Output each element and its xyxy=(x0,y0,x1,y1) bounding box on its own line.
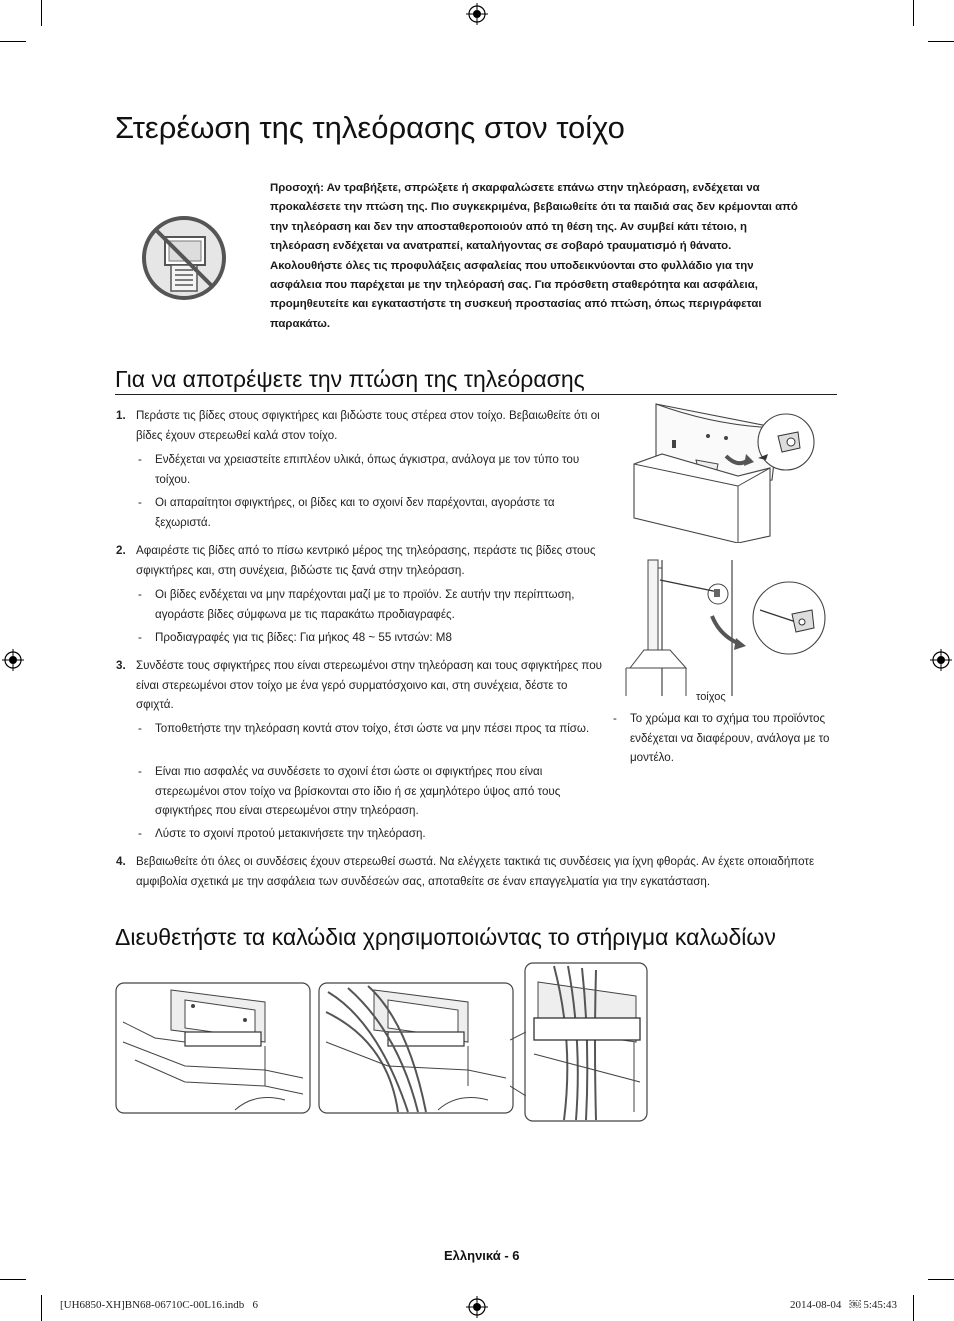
registration-mark-icon xyxy=(930,649,952,671)
section-heading-prevent-fall: Για να αποτρέψετε την πτώση της τηλεόρασης xyxy=(115,366,585,392)
step-note: - Οι απαραίτητοι σφιγκτήρες, οι βίδες και το σχοινί δεν παρέχονται, αγοράστε τα ξεχωριστά. xyxy=(138,496,555,529)
figure-note-text: Το χρώμα και το σχήμα του προϊόντος ενδέχεται να διαφέρουν, ανάλογα με το μοντέλο. xyxy=(630,712,830,764)
step-note-text: Λύστε το σχοινί προτού μετακινήσετε την τηλεόραση. xyxy=(155,827,426,840)
figure-note: - Το χρώμα και το σχήμα του προϊόντος ενδέχεται να διαφέρουν, ανάλογα με το μοντέλο. xyxy=(613,712,830,764)
cable-holder-step2-illustration xyxy=(318,982,514,1114)
tv-wall-rope-illustration xyxy=(624,558,834,698)
step-note-text: Προδιαγραφές για τις βίδες: Για μήκος 48 ~ 55 ιντσών: M8 xyxy=(155,631,452,644)
step-item xyxy=(116,656,606,715)
step-note-text: Ενδέχεται να χρειαστείτε επιπλέον υλικά, όπως άγκιστρα, ανάλογα με τον τύπο του τοίχου. xyxy=(155,453,580,486)
registration-mark-icon xyxy=(466,1296,488,1318)
step-text: Αφαιρέστε τις βίδες από το πίσω κεντρικό μέρος της τηλεόρασης, περάστε τις βίδες στους σφιγκτήρες και, στη συνέχεια, βιδώστε τις ξανά στην τηλεόραση. xyxy=(136,544,596,577)
step-note-text: Τοποθετήστε την τηλεόραση κοντά στον τοίχο, έτσι ώστε να μην πέσει προς τα πίσω. xyxy=(155,722,590,735)
section-divider xyxy=(115,394,837,395)
cable-holder-step1-illustration xyxy=(115,982,311,1114)
step-note: - Ενδέχεται να χρειαστείτε επιπλέον υλικά, όπως άγκιστρα, ανάλογα με τον τύπο του τοίχου. xyxy=(138,453,580,486)
crop-mark xyxy=(0,1279,26,1280)
cable-holder-closeup-illustration xyxy=(524,962,648,1122)
section-heading-cable-holder: Διευθετήστε τα καλώδια χρησιμοποιώντας το στήριγμα καλωδίων xyxy=(115,924,776,950)
step-note-text: Οι απαραίτητοι σφιγκτήρες, οι βίδες και το σχοινί δεν παρέχονται, αγοράστε τα ξεχωριστά. xyxy=(155,496,555,529)
warning-text: Προσοχή: Αν τραβήξετε, σπρώξετε ή σκαρφαλώσετε επάνω στην τηλεόραση, ενδέχεται να προκαλέσετε την πτώση της. Πιο συγκεκριμένα, βεβαιωθείτε ότι τα παιδιά σας δεν κρέμονται από την τηλεόραση και δεν την αποσταθεροποιούν από τη θέση της. Αν συμβεί κάτι τέτοιο, η τηλεόραση ενδέχεται να ανατραπεί, καταλήγοντας σε σοβαρό τραυματισμό ή θάνατο. Ακολουθήστε όλες τις προφυλάξεις ασφαλείας που υποδεικνύονται στο φυλλάδιο για την ασφάλεια που παρέχεται με την τηλεόρασή σας. Για πρόσθετη σταθερότητα και ασφάλεια, προμηθευτείτε και εγκαταστήστε τη συσκευή προστασίας από πτώση, όπως περιγράφεται παρακάτω. xyxy=(270,182,798,330)
step-number: 1. xyxy=(116,409,126,422)
step-note: - Προδιαγραφές για τις βίδες: Για μήκος 48 ~ 55 ιντσών: M8 xyxy=(138,631,452,644)
callout-lines xyxy=(510,1030,526,1100)
page-title: Στερέωση της τηλεόρασης στον τοίχο xyxy=(115,110,625,145)
tv-clamp-illustration xyxy=(626,398,822,543)
step-item xyxy=(116,852,841,891)
registration-mark-icon xyxy=(2,649,24,671)
crop-mark xyxy=(0,41,26,42)
step-item xyxy=(116,406,608,445)
crop-mark xyxy=(928,1279,954,1280)
wall-label: τοίχος xyxy=(696,691,726,703)
crop-mark xyxy=(41,0,42,26)
footer-file-info: [UH6850-XH]BN68-06710C-00L16.indb 6 xyxy=(60,1299,258,1311)
step-text: Βεβαιωθείτε ότι όλες οι συνδέσεις έχουν στερεωθεί σωστά. Να ελέγχετε τακτικά τις συνδέσεις για ίχνη φθοράς. Αν έχετε οποιαδήποτε αμφιβολία σχετικά με την ασφάλεια των συνδέσεών σας, αποταθείτε σε έναν επαγγελματία για την εγκατάσταση. xyxy=(136,855,815,888)
step-note: - Είναι πιο ασφαλές να συνδέσετε το σχοινί έτσι ώστε οι σφιγκτήρες που είναι στερεωμένοι στον τοίχο να βρίσκονται στο ίδιο ή σε χαμηλότερο ύψος από τους σφιγκτήρες που είναι στερεωμένοι στην τηλεόραση. xyxy=(138,765,561,817)
step-note-text: Είναι πιο ασφαλές να συνδέσετε το σχοινί έτσι ώστε οι σφιγκτήρες που είναι στερεωμένοι στον τοίχο να βρίσκονται στο ίδιο ή σε χαμηλότερο ύψος από τους σφιγκτήρες που είναι στερεωμένοι στην τηλεόραση. xyxy=(155,765,561,817)
step-text: Συνδέστε τους σφιγκτήρες που είναι στερεωμένοι στην τηλεόραση και τους σφιγκτήρες που είναι στερεωμένοι στον τοίχο με ένα γερό συρματόσχοινο και, στη συνέχεια, δέστε το σφιχτά. xyxy=(136,659,602,711)
crop-mark xyxy=(913,0,914,26)
no-climbing-warning-icon xyxy=(141,215,227,301)
page-number: Ελληνικά - 6 xyxy=(444,1248,520,1263)
footer-timestamp: 2014-08-04 ￼ 5:45:43 xyxy=(790,1299,897,1311)
crop-mark xyxy=(913,1295,914,1321)
crop-mark xyxy=(41,1295,42,1321)
step-note-text: Οι βίδες ενδέχεται να μην παρέχονται μαζί με το προϊόν. Σε αυτήν την περίπτωση, αγοράστε βίδες σύμφωνα με τις παρακάτω προδιαγραφές. xyxy=(155,588,575,621)
step-note: - Τοποθετήστε την τηλεόραση κοντά στον τοίχο, έτσι ώστε να μην πέσει προς τα πίσω. xyxy=(138,722,590,735)
step-note: - Λύστε το σχοινί προτού μετακινήσετε την τηλεόραση. xyxy=(138,827,426,840)
registration-mark-icon xyxy=(466,3,488,25)
step-number: 2. xyxy=(116,544,126,557)
step-text: Περάστε τις βίδες στους σφιγκτήρες και βιδώστε τους στέρεα στον τοίχο. Βεβαιωθείτε ότι οι βίδες έχουν στερεωθεί καλά στον τοίχο. xyxy=(136,409,600,442)
step-note: - Οι βίδες ενδέχεται να μην παρέχονται μαζί με το προϊόν. Σε αυτήν την περίπτωση, αγοράστε βίδες σύμφωνα με τις παρακάτω προδιαγραφές. xyxy=(138,588,575,621)
step-item xyxy=(116,541,611,580)
crop-mark xyxy=(928,41,954,42)
step-number: 3. xyxy=(116,659,126,672)
step-number: 4. xyxy=(116,855,126,868)
